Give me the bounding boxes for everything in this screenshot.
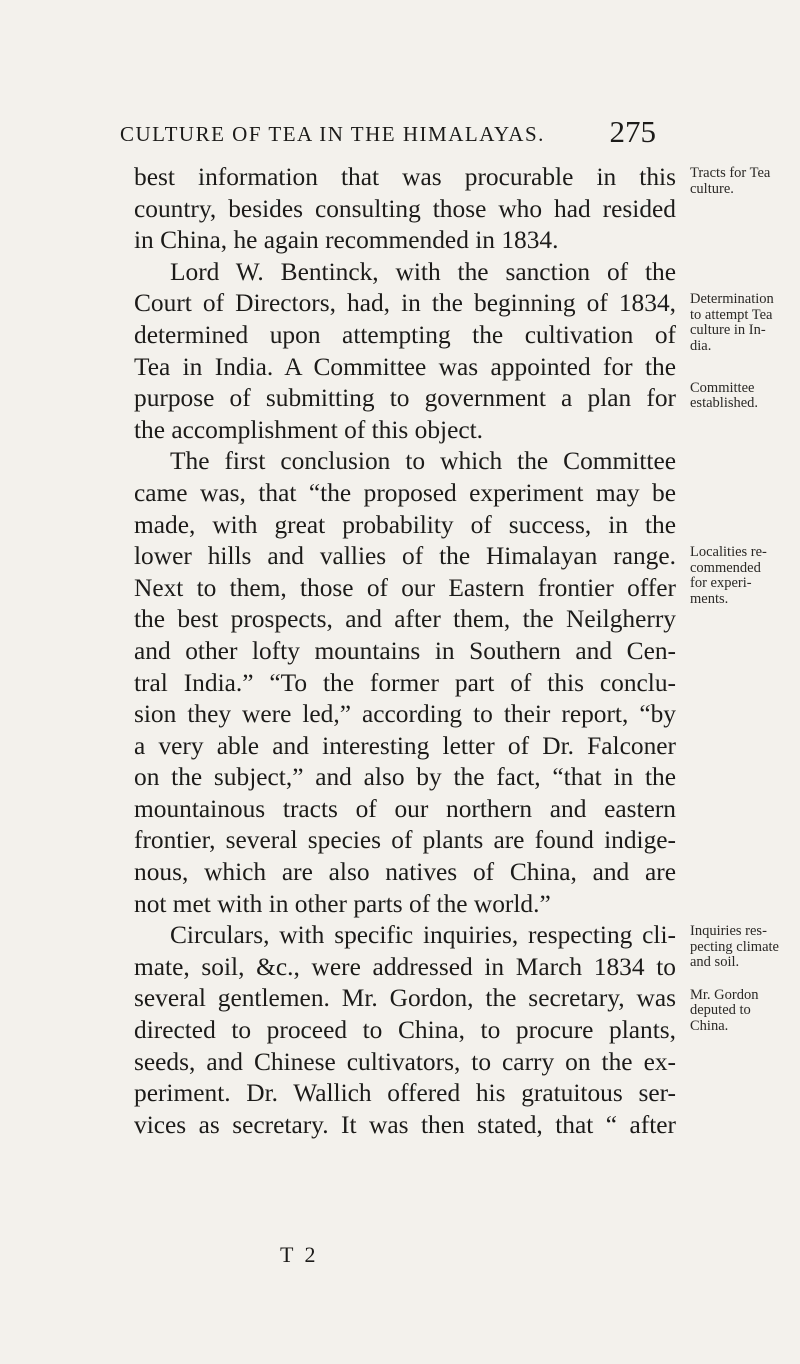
running-title: CULTURE OF TEA IN THE HIMALAYAS. (120, 122, 545, 146)
margin-note-line: for experi- (690, 575, 752, 592)
text-line: seeds, and Chinese cultivators, to carry on the ex- (134, 1047, 676, 1076)
text-line: the accomplishment of this object. (134, 415, 484, 444)
margin-note-line: Committee (690, 379, 755, 396)
text-line: lower hills and vallies of the Himalayan range. (134, 542, 676, 571)
text-line: tral India.” “To the former part of this conclu- (134, 668, 676, 697)
text-line: and other lofty mountains in Southern and Cen- (134, 636, 676, 665)
text-line: made, with great probability of success, in the (134, 510, 676, 539)
text-line: the best prospects, and after them, the Neilgherry (134, 605, 676, 634)
margin-note-line: Determination (690, 291, 774, 308)
text-line: best information that was procurable in this (134, 163, 676, 191)
text-line: frontier, several species of plants are found indige- (134, 826, 676, 855)
margin-note-line: dia. (690, 337, 712, 354)
text-line: mountainous tracts of our northern and eastern (134, 794, 676, 823)
margin-note-line: Localities re- (690, 544, 767, 561)
text-line: country, besides consulting those who had resided (134, 194, 676, 223)
margin-note-line: commended (690, 559, 761, 576)
text-line: Next to them, those of our Eastern frontier offer (134, 573, 676, 602)
margin-note (690, 545, 796, 607)
margin-note-line: culture in In- (690, 322, 766, 339)
text-line: nous, which are also natives of China, and are (134, 858, 676, 887)
text-line: came was, that “the proposed experiment may be (134, 478, 676, 507)
text-line: not met with in other parts of the world.” (134, 889, 551, 918)
running-head (120, 114, 680, 149)
text-line: a very able and interesting letter of Dr. Falconer (134, 731, 676, 760)
text-line: mate, soil, &c., were addressed in March 1834 to (134, 952, 676, 981)
margin-note (690, 924, 796, 971)
text-line: Circulars, with specific inquiries, respecting cli- (170, 921, 676, 950)
text-line: vices as secretary. It was then stated, that “ after (134, 1110, 676, 1139)
margin-note-line: established. (690, 395, 759, 412)
margin-note-line: Mr. Gordon (690, 986, 759, 1003)
text-line: in China, he again recommended in 1834. (134, 226, 559, 255)
text-line: directed to proceed to China, to procure plants, (134, 1016, 676, 1045)
text-line: sion they were led,” according to their report, “by (134, 700, 676, 729)
signature-mark: T 2 (280, 1242, 319, 1267)
text-line: periment. Dr. Wallich offered his gratuitous ser- (134, 1079, 676, 1108)
text-line: Court of Directors, had, in the beginning of 1834, (134, 289, 676, 318)
margin-note (690, 381, 796, 412)
margin-note-line: to attempt Tea (690, 306, 773, 323)
text-line: on the subject,” and also by the fact, “that in the (134, 763, 676, 792)
margin-note-line: deputed to (690, 1002, 751, 1019)
text-line: several gentlemen. Mr. Gordon, the secretary, was (134, 984, 676, 1013)
margin-note-line: culture. (690, 180, 734, 197)
body-text (134, 162, 676, 1141)
margin-note-line: Tracts for Tea (690, 165, 771, 181)
margin-note-line: ments. (690, 590, 729, 607)
margin-note-line: and soil. (690, 954, 740, 971)
margin-note-line: pecting climate (690, 938, 779, 955)
margin-note (690, 166, 796, 197)
text-line: Tea in India. A Committee was appointed for the (134, 352, 676, 381)
page-number: 275 (609, 114, 656, 149)
text-line: determined upon attempting the cultivation of (134, 320, 676, 349)
text-line: purpose of submitting to government a plan for (134, 384, 676, 413)
margin-note-line: China. (690, 1017, 729, 1034)
margin-note-line: Inquiries res- (690, 923, 767, 940)
margin-note (690, 292, 796, 354)
margin-note (690, 988, 796, 1035)
text-line: The first conclusion to which the Committee (170, 447, 676, 476)
text-line: Lord W. Bentinck, with the sanction of the (170, 257, 676, 286)
